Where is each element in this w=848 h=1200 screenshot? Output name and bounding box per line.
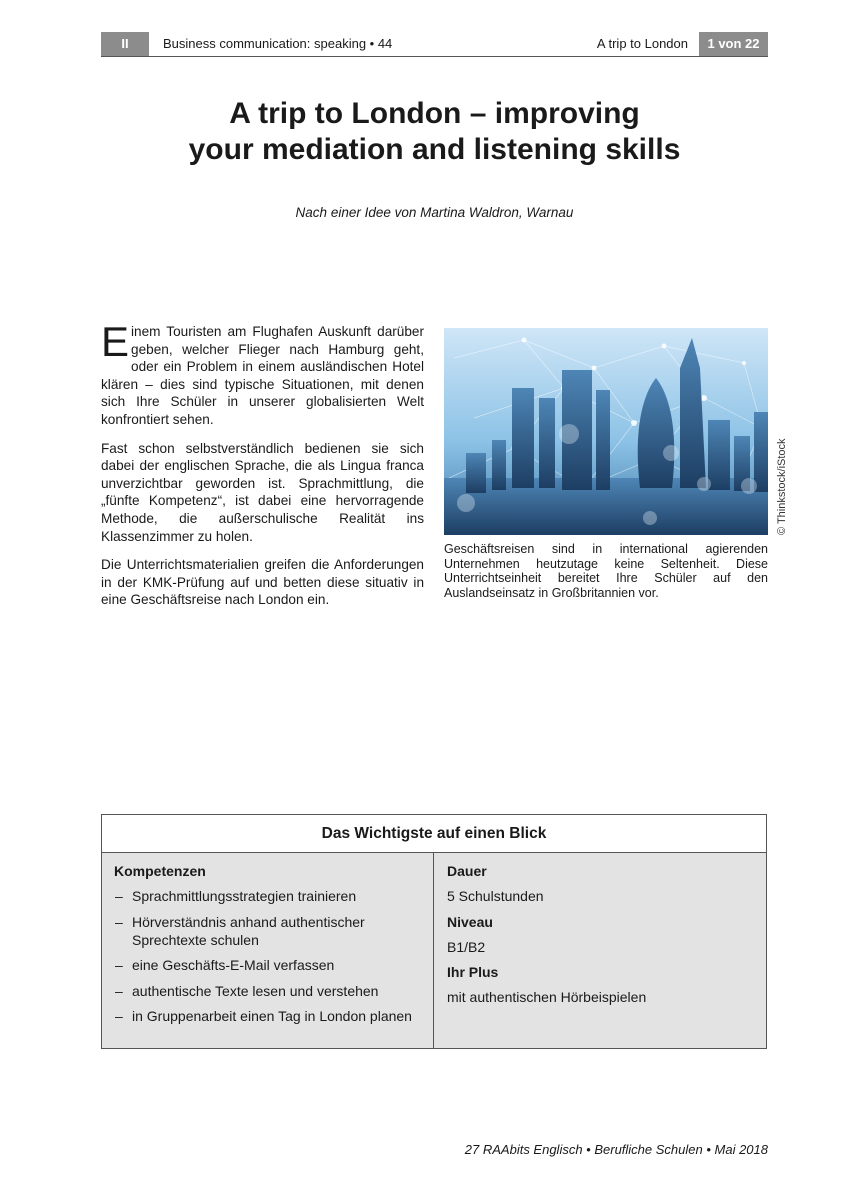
page-title — [101, 96, 768, 168]
intro-text — [101, 318, 424, 620]
level-value: B1/B2 — [447, 938, 486, 955]
competencies-list — [114, 887, 421, 1025]
competencies-heading: Kompetenzen — [114, 863, 206, 879]
list-item: – in Gruppenarbeit einen Tag in London planen — [114, 1007, 421, 1025]
page-header — [101, 32, 768, 57]
details-column — [435, 853, 766, 1048]
plus-heading: Ihr Plus — [447, 964, 499, 980]
list-item: – authentische Texte lesen und verstehen — [114, 982, 421, 1000]
section-label: II — [101, 32, 149, 56]
list-item: – Hörverständnis anhand authentischer Sprechtexte schulen — [114, 913, 421, 949]
byline: Nach einer Idee von Martina Waldron, Warnau — [295, 205, 574, 220]
list-item: – Sprachmittlungsstrategien trainieren — [114, 887, 421, 905]
intro-paragraph-1 — [101, 318, 424, 429]
title-line-2: your mediation and listening skills — [188, 133, 681, 166]
overview-columns — [102, 853, 766, 1048]
skyline-illustration — [444, 328, 768, 535]
duration-heading: Dauer — [447, 863, 487, 879]
photo-caption: Geschäftsreisen sind in international agierenden Unternehmen heutzutage keine Seltenheit. Diese Unterrichtseinheit bereitet Ihre Schüler auf den Auslandseinsatz in Großbritannien vor. — [444, 542, 768, 600]
page-footer: 27 RAAbits Englisch • Berufliche Schulen • Mai 2018 — [464, 1142, 768, 1157]
list-item: – eine Geschäfts-E-Mail verfassen — [114, 956, 421, 974]
photo-credit-text: © Thinkstock/iStock — [776, 438, 788, 535]
intro-paragraph-1-text: inem Touristen am Flughafen Auskunft darüber geben, welcher Flieger nach Hamburg geht, oder ein Problem in einem ausländischen Hotel klären – dies sind typische Situationen, mit denen sich Ihre Schüler in unserer globalisierten Welt konfrontiert sehen. — [101, 324, 424, 427]
running-title: A trip to London — [596, 36, 688, 51]
series-label: Business communication: speaking • 44 — [163, 36, 393, 51]
title-line-1: A trip to London – improving — [229, 97, 640, 130]
london-skyline-photo — [444, 328, 768, 535]
plus-value: mit authentischen Hörbeispielen — [447, 989, 647, 1005]
duration-value: 5 Schulstunden — [447, 888, 544, 904]
overview-heading: Das Wichtigste auf einen Blick — [102, 815, 766, 853]
level-heading: Niveau — [447, 913, 493, 930]
drop-cap: E — [101, 318, 130, 365]
overview-box — [101, 814, 767, 1049]
competencies-column — [102, 853, 434, 1048]
intro-paragraph-3: Die Unterrichtsmaterialien greifen die Anforderungen in der KMK-Prüfung auf und betten diese situativ in eine Geschäftsreise nach London ein. — [101, 557, 424, 608]
page-number: 1 von 22 — [699, 32, 768, 56]
intro-paragraph-2: Fast schon selbstverständlich bedienen sie sich dabei der englischen Sprache, die als Lingua franca unverzichtbar geworden ist. Sprachmittlung, die „fünfte Kompetenz“, ist dabei eine hervorragende Methode, die außerschulische Realität ins Klassenzimmer zu holen. — [101, 440, 424, 544]
